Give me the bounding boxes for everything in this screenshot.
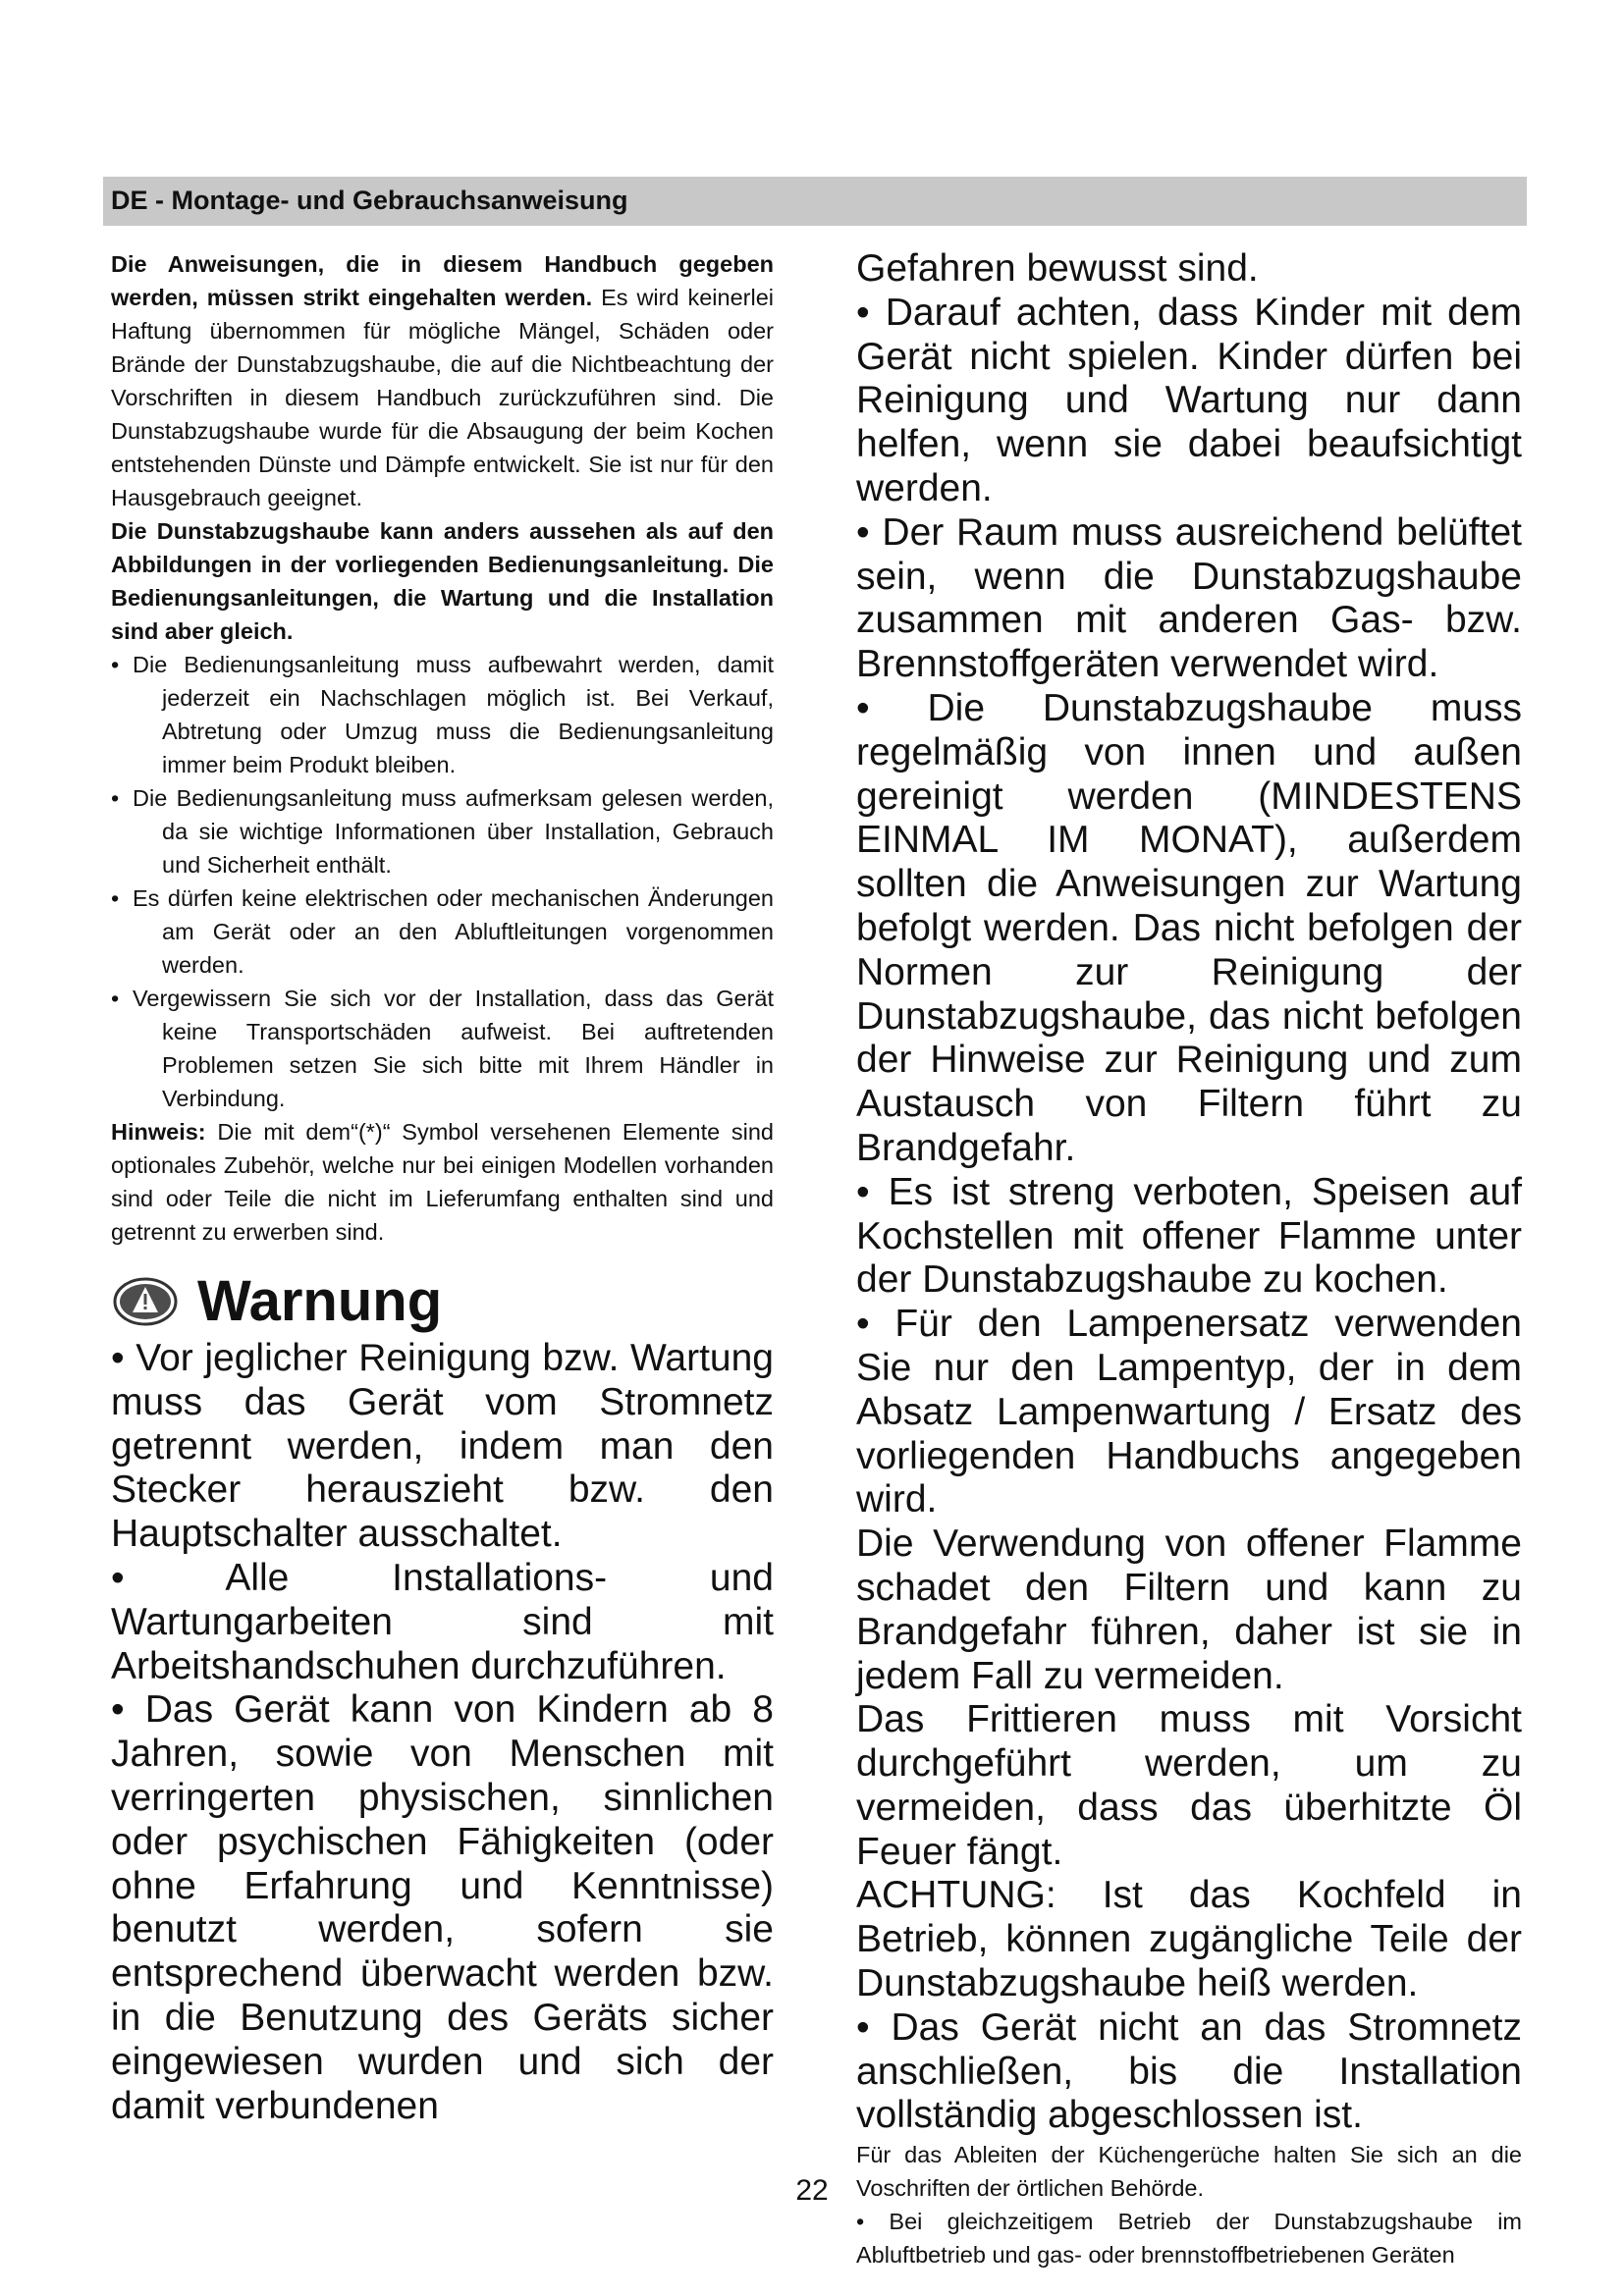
warning-paragraph: • Alle Installations- und Wartungarbeiten sind mit Arbeitshandschuhen durchzuführen. bbox=[111, 1556, 774, 1687]
list-item bbox=[111, 881, 774, 982]
warning-heading bbox=[111, 1266, 774, 1337]
warning-paragraph: ACHTUNG: Ist das Kochfeld in Betrieb, können zugängliche Teile der Dunstabzugshaube heiß werden. bbox=[856, 1874, 1522, 2005]
intro-bullet-list bbox=[111, 648, 774, 1115]
bullet-text: damit jederzeit ein Nachschlagen möglich ist. Bei Verkauf, Abtretung oder Umzug muss die Bedienungsanleitung immer beim Produkt bleiben. bbox=[162, 652, 775, 777]
intro-bold-text-2: Die Dunstabzugshaube kann anders aussehen als auf den Abbildungen in der vorliegenden Bedienungsanleitung. Die Bedienungsanleitungen, die Wartung und die Installation sind aber gleich. bbox=[111, 518, 774, 644]
intro-text: Es wird keinerlei Haftung übernommen für mögliche Mängel, Schäden oder Brände der Dunstabzugshaube, die auf die Nichtbeachtung der Vorschriften in diesem Handbuch zurückzuführen sind. Die Dunstabzugshaube wurde für die Absaugung der beim Kochen entstehenden Dünste und Dämpfe entwickelt. Sie ist nur für den Hausgebrauch geeignet. bbox=[111, 285, 774, 510]
warning-paragraph: • Darauf achten, dass Kinder mit dem Gerät nicht spielen. Kinder dürfen bei Reinigung und Wartung nur dann helfen, wenn sie dabei beaufsichtigt werden. bbox=[856, 291, 1522, 509]
warning-triangle-icon bbox=[113, 1277, 178, 1326]
note-label: Hinweis: bbox=[111, 1119, 206, 1145]
bullet-first-line: Es dürfen keine elektrischen oder mechanischen bbox=[133, 885, 640, 911]
warning-title: Warnung bbox=[197, 1269, 443, 1333]
list-item bbox=[111, 781, 774, 881]
left-column bbox=[111, 247, 774, 2128]
bullet-dot: • bbox=[111, 986, 120, 1011]
bullet-dot: • bbox=[111, 885, 120, 911]
warning-paragraph: • Das Gerät kann von Kindern ab 8 Jahren, sowie von Menschen mit verringerten physischen, sinnlichen oder psychischen Fähigkeiten (oder ohne Erfahrung und Kenntnisse) benutzt werden, sofern sie entsprechend überwacht werden bzw. in die Benutzung des Geräts sicher eingewiesen wurden und sich der damit verbundenen bbox=[111, 1688, 774, 2127]
warning-paragraph: • Vor jeglicher Reinigung bzw. Wartung muss das Gerät vom Stromnetz getrennt werden, indem man den Stecker herauszieht bzw. den Hauptschalter ausschaltet. bbox=[111, 1337, 774, 1556]
note-text: Die mit dem“(*)“ Symbol versehenen Elemente sind optionales Zubehör, welche nur bei einigen Modellen vorhanden sind oder Teile die nicht im Lieferumfang enthalten sind und getrennt zu erwerben sind. bbox=[111, 1119, 774, 1245]
warning-paragraph: Die Verwendung von offener Flamme schadet den Filtern und kann zu Brandgefahr führen, daher ist sie in jedem Fall zu vermeiden. bbox=[856, 1522, 1522, 1697]
list-item bbox=[111, 648, 774, 781]
intro-bold-text: Die Anweisungen, die in diesem Handbuch gegeben werden, müssen strikt eingehalten werden. bbox=[111, 251, 774, 310]
section-title: DE - Montage- und Gebrauchsanweisung bbox=[111, 186, 628, 215]
intro-bold-paragraph bbox=[111, 514, 774, 648]
warning-paragraph: • Der Raum muss ausreichend belüftet sein, wenn die Dunstabzugshaube zusammen mit anderen Gas- bzw. Brennstoffgeräten verwendet wird. bbox=[856, 510, 1522, 686]
section-header bbox=[103, 177, 1527, 226]
bullet-first-line: Vergewissern Sie sich vor der Installation, dass das bbox=[133, 986, 704, 1011]
warning-paragraph: • Die Dunstabzugshaube muss regelmäßig von innen und außen gereinigt werden (MINDESTENS EINMAL IM MONAT), außerdem sollten die Anweisungen zur Wartung befolgt werden. Das nicht befolgen der Normen zur Reinigung der Dunstabzugshaube, das nicht befolgen der Hinweise zur Reinigung und zum Austausch von Filtern führt zu Brandgefahr. bbox=[856, 686, 1522, 1169]
bullet-first-line: Die Bedienungsanleitung muss aufmerksam gelesen bbox=[133, 785, 683, 811]
bullet-text: Gerät keine Transportschäden aufweist. Bei auftretenden Problemen setzen Sie sich bitte mit Ihrem Händler in Verbindung. bbox=[162, 986, 774, 1111]
warning-paragraph: Das Frittieren muss mit Vorsicht durchgeführt werden, um zu vermeiden, dass das überhitzte Öl Feuer fängt. bbox=[856, 1698, 1522, 1873]
page-number: 22 bbox=[795, 2174, 829, 2207]
bullet-dot: • bbox=[111, 652, 120, 677]
bullet-text: werden, da sie wichtige Informationen über Installation, Gebrauch und Sicherheit enthält. bbox=[162, 785, 774, 878]
list-item bbox=[111, 982, 774, 1115]
note-paragraph bbox=[111, 1115, 774, 1249]
small-paragraph: • Bei gleichzeitigem Betrieb der Dunstabzugshaube im Abluftbetrieb und gas- oder brennstoffbetriebenen Geräten bbox=[856, 2209, 1522, 2269]
bullet-text: Änderungen am Gerät oder an den Abluftleitungen vorgenommen werden. bbox=[162, 885, 774, 978]
warning-paragraph: • Für den Lampenersatz verwenden Sie nur den Lampentyp, der in dem Absatz Lampenwartung / Ersatz des vorliegenden Handbuchs angegeben wird. bbox=[856, 1303, 1522, 1522]
intro-paragraph bbox=[111, 247, 774, 514]
warning-paragraph: Gefahren bewusst sind. bbox=[856, 247, 1259, 290]
warning-paragraph: • Das Gerät nicht an das Stromnetz anschließen, bis die Installation vollständig abgeschlossen ist. bbox=[856, 2005, 1522, 2137]
right-column bbox=[856, 247, 1522, 2271]
small-paragraph: Für das Ableiten der Küchengerüche halten Sie sich an die Voschriften der örtlichen Behörde. bbox=[856, 2142, 1522, 2202]
warning-paragraph: • Es ist streng verboten, Speisen auf Kochstellen mit offener Flamme unter der Dunstabzugshaube zu kochen. bbox=[856, 1170, 1522, 1302]
bullet-dot: • bbox=[111, 785, 120, 811]
bullet-first-line: Die Bedienungsanleitung muss aufbewahrt werden, bbox=[133, 652, 701, 677]
